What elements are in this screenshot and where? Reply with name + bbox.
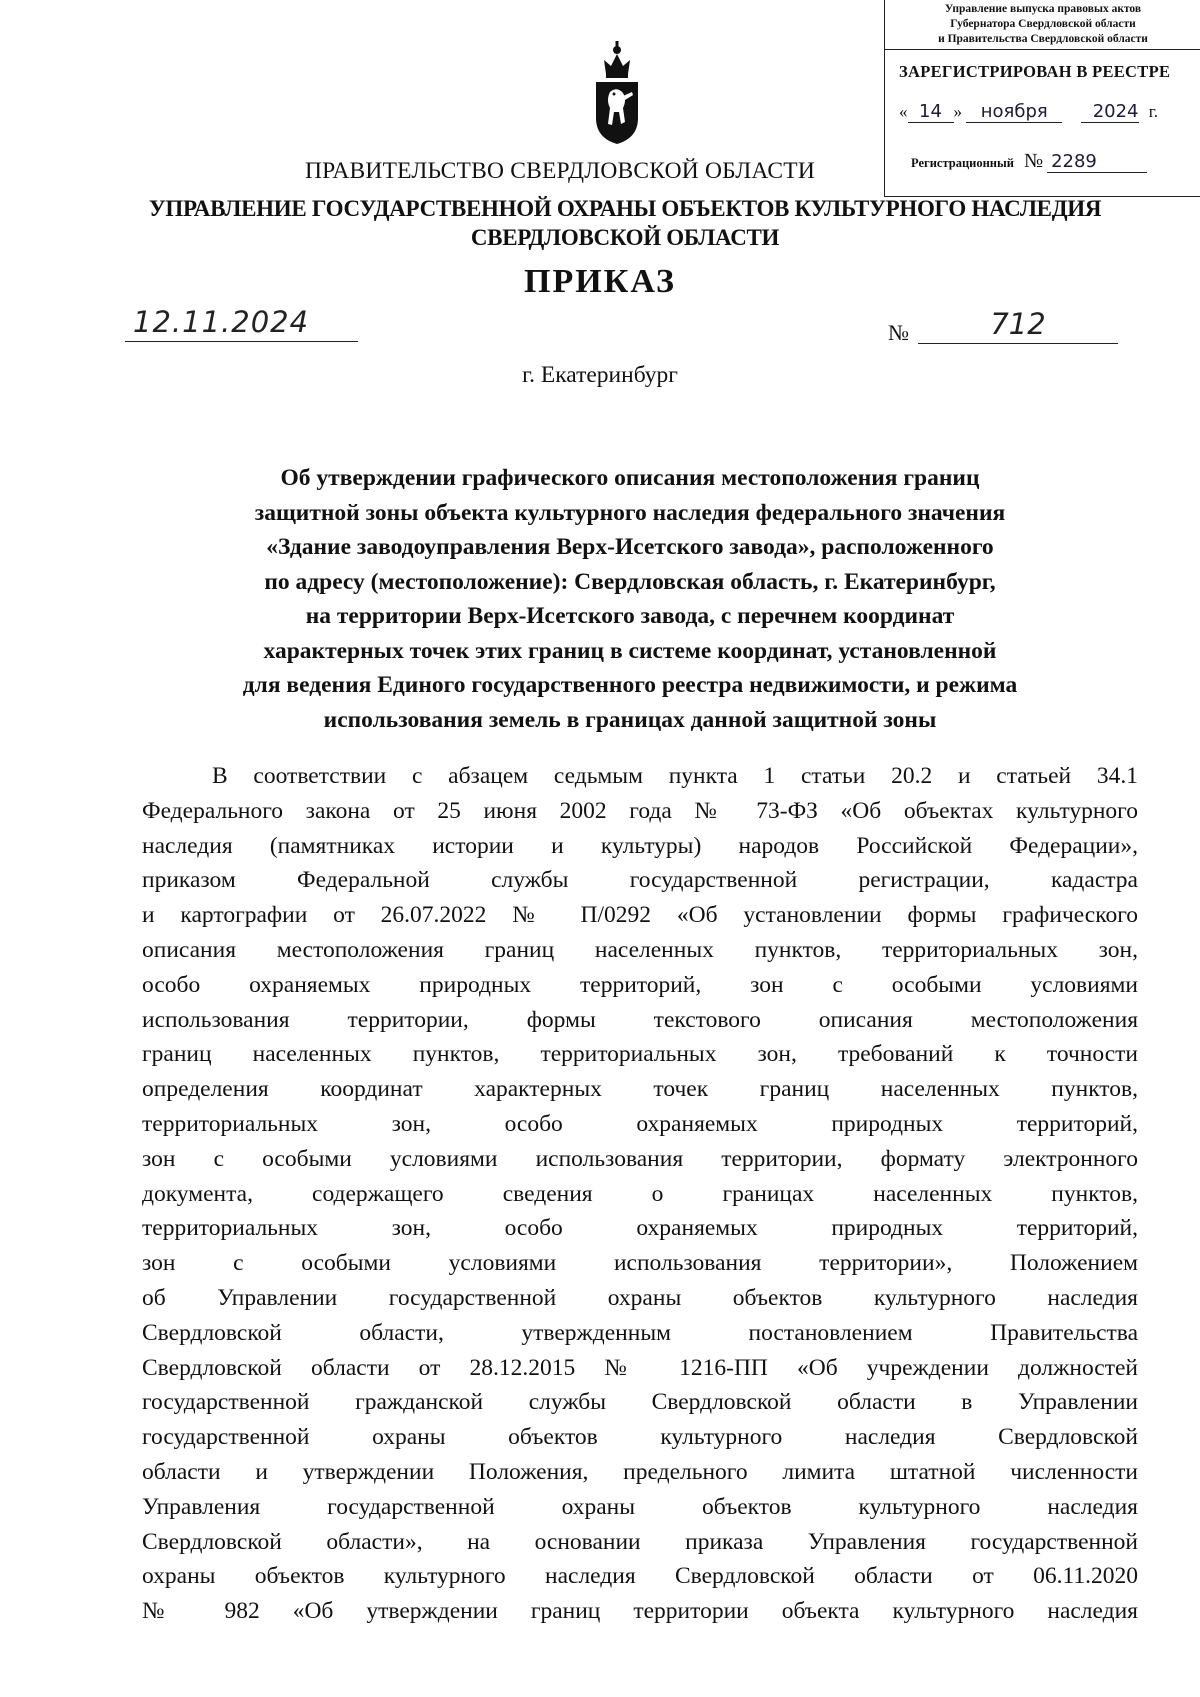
body-line: охраны объектов культурного наследия Свердловской области от 06.11.2020 bbox=[142, 1563, 1138, 1590]
order-number: 712 bbox=[918, 305, 1118, 344]
stamp-header-line: Управление выпуска правовых актов bbox=[944, 3, 1142, 15]
heading-line: характерных точек этих границ в системе координат, установленной bbox=[263, 637, 997, 664]
heading-line: на территории Верх-Исетского завода, с перечнем координат bbox=[305, 603, 955, 629]
heading-line: «Здание заводоуправления Верх-Исетского завода», расположенного bbox=[266, 534, 994, 560]
stamp-header-line: Губернатора Свердловской области bbox=[950, 18, 1136, 30]
body-line: области и утверждении Положения, предельного лимита штатной численности bbox=[142, 1458, 1138, 1485]
stamp-header-line: и Правительства Свердловской области bbox=[938, 33, 1148, 45]
order-number-label: № bbox=[888, 320, 909, 345]
order-city: г. Екатеринбург bbox=[522, 362, 678, 388]
stamp-header bbox=[885, 0, 1200, 50]
body-line: Свердловской области, утвержденным постановлением Правительства bbox=[142, 1319, 1138, 1346]
body-line: определения координат характерных точек границ населенных пунктов, bbox=[142, 1076, 1138, 1103]
body-line: описания местоположения границ населенных пунктов, территориальных зон, bbox=[142, 936, 1138, 963]
registration-month: ноября bbox=[966, 102, 1062, 123]
body-line: В соответствии с абзацем седьмым пункта 1 статьи 20.2 и статьей 34.1 bbox=[212, 763, 1138, 789]
date-close-quote: » bbox=[953, 102, 962, 121]
registration-year bbox=[1081, 102, 1139, 123]
body-line: и картографии от 26.07.2022 № П/0292 «Об установлении формы графического bbox=[142, 902, 1138, 929]
heading-line: для ведения Единого государственного реестра недвижимости, и режима bbox=[242, 672, 1018, 698]
body-line: Свердловской области от 28.12.2015 № 1216-ПП «Об учреждении должностей bbox=[142, 1354, 1138, 1381]
department-line: УПРАВЛЕНИЕ ГОСУДАРСТВЕННОЙ ОХРАНЫ ОБЪЕКТОВ КУЛЬТУРНОГО НАСЛЕДИЯ bbox=[148, 196, 1102, 221]
document-type-title: ПРИКАЗ bbox=[524, 263, 676, 300]
heading-line: Об утверждении графического описания местоположения границ bbox=[280, 465, 980, 491]
heading-line: защитной зоны объекта культурного наследия федерального значения bbox=[254, 499, 1006, 526]
order-body bbox=[142, 759, 1138, 1629]
heading-line: использования земель в границах данной защитной зоны bbox=[323, 706, 937, 733]
year-prefix: 20 bbox=[1092, 101, 1116, 122]
body-line: Свердловской области», на основании приказа Управления государственной bbox=[142, 1528, 1138, 1555]
registration-number: 2289 bbox=[1047, 152, 1147, 173]
body-line: зон с особыми условиями использования территории», Положением bbox=[142, 1250, 1138, 1277]
body-line: приказом Федеральной службы государственной регистрации, кадастра bbox=[142, 867, 1138, 894]
body-line: об Управлении государственной охраны объектов культурного наследия bbox=[142, 1284, 1138, 1311]
department-line: СВЕРДЛОВСКОЙ ОБЛАСТИ bbox=[470, 225, 780, 250]
body-line: № 982 «Об утверждении границ территории объекта культурного наследия bbox=[142, 1598, 1138, 1625]
government-name bbox=[0, 158, 1200, 185]
registration-day: 14 bbox=[908, 102, 954, 123]
sverdlovsk-coat-of-arms-icon bbox=[592, 38, 642, 145]
body-line: государственной охраны объектов культурного наследия Свердловской bbox=[142, 1424, 1138, 1451]
body-line: территориальных зон, особо охраняемых природных территорий, bbox=[142, 1215, 1138, 1242]
body-line: Управления государственной охраны объектов культурного наследия bbox=[142, 1493, 1138, 1520]
body-line: зон с особыми условиями использования территории, формату электронного bbox=[142, 1145, 1138, 1172]
body-line: государственной гражданской службы Свердловской области в Управлении bbox=[142, 1389, 1138, 1416]
heading-line: по адресу (местоположение): Свердловская область, г. Екатеринбург, bbox=[264, 568, 996, 595]
registration-number-label: Регистрационный bbox=[911, 156, 1014, 170]
date-open-quote: « bbox=[899, 102, 908, 121]
body-line: территориальных зон, особо охраняемых природных территорий, bbox=[142, 1110, 1138, 1137]
department-name bbox=[120, 194, 1130, 252]
body-line: наследия (памятниках истории и культуры) народов Российской Федерации», bbox=[142, 832, 1138, 859]
year-unit: г. bbox=[1148, 102, 1159, 121]
registered-label: ЗАРЕГИСТРИРОВАН В РЕЕСТРЕ bbox=[899, 62, 1171, 81]
order-date: 12.11.2024 bbox=[125, 303, 358, 342]
body-line: использования территории, формы текстового описания местоположения bbox=[142, 1006, 1138, 1033]
order-heading bbox=[140, 461, 1120, 737]
government-name-text: ПРАВИТЕЛЬСТВО СВЕРДЛОВСКОЙ ОБЛАСТИ bbox=[304, 158, 816, 184]
body-line: особо охраняемых природных территорий, зон с особыми условиями bbox=[142, 971, 1138, 998]
body-line: документа, содержащего сведения о границах населенных пунктов, bbox=[142, 1180, 1138, 1207]
registration-date bbox=[899, 102, 1189, 123]
year-suffix: 24 bbox=[1115, 101, 1139, 122]
body-line: границ населенных пунктов, территориальных зон, требований к точности bbox=[142, 1041, 1138, 1068]
body-line: Федерального закона от 25 июня 2002 года № 73-ФЗ «Об объектах культурного bbox=[142, 797, 1138, 824]
number-sign: № bbox=[1023, 150, 1044, 172]
